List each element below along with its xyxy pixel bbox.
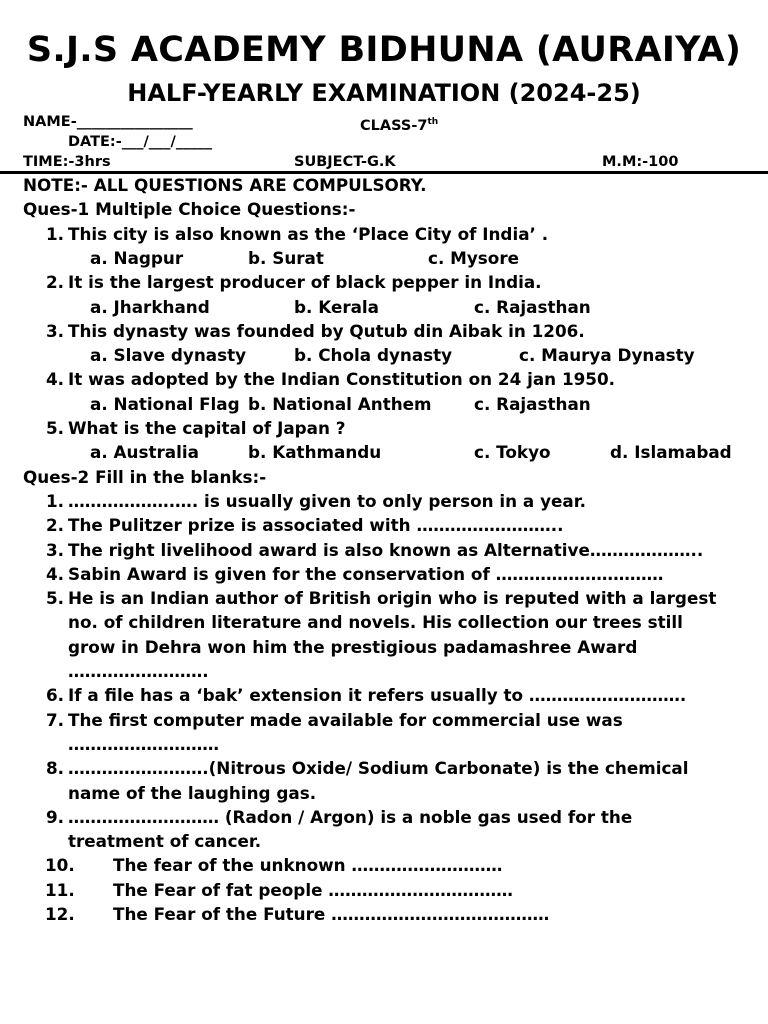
- question-text-line: The fear of the unknown ………………………: [113, 855, 503, 876]
- question-number: 6.: [45, 685, 64, 706]
- answer-option: b. Kerala: [294, 296, 379, 317]
- name-field: NAME-________________: [23, 114, 193, 130]
- question-number: 10.: [45, 855, 75, 876]
- question-text: What is the capital of Japan ?: [68, 418, 346, 438]
- answer-option: b. Chola dynasty: [294, 345, 453, 366]
- answer-option: b. National Anthem: [248, 393, 432, 414]
- instructions-note: NOTE:- ALL QUESTIONS ARE COMPULSORY.: [23, 175, 427, 195]
- question-number: 4.: [45, 563, 64, 584]
- question-number: 12.: [45, 904, 75, 924]
- question-text-line: …………………….(Nitrous Oxide/ Sodium Carbonate) is the chemical: [68, 758, 689, 779]
- question-text-line: The first computer made available for commercial use was: [68, 709, 623, 730]
- question-number: 9.: [45, 806, 64, 827]
- question-number: 7.: [45, 709, 64, 730]
- answer-option: b. Kathmandu: [248, 442, 382, 463]
- answer-option: b. Surat: [248, 247, 324, 268]
- question-text-line: If a file has a ‘bak’ extension it refers usually to ……………………….: [68, 685, 687, 706]
- question-text-line: He is an Indian author of British origin who is reputed with a largest: [68, 588, 717, 609]
- question-number: 5.: [45, 418, 64, 438]
- question-text-line: ……………….…. is usually given to only person in a year.: [68, 490, 586, 511]
- question-number: 1.: [45, 490, 64, 511]
- date-field: DATE:-___/___/_____: [68, 134, 213, 150]
- question-text-line: The Fear of the Future …………………………………: [113, 904, 550, 924]
- question-text-line: Sabin Award is given for the conservation of …………………………: [68, 563, 664, 584]
- question-number: 4.: [45, 369, 64, 390]
- subject-field: SUBJECT-G.K: [294, 154, 396, 170]
- answer-option: a. Jharkhand: [90, 296, 210, 317]
- question-number: 2.: [45, 272, 64, 293]
- question-number: 1.: [45, 223, 64, 244]
- question-text: This dynasty was founded by Qutub din Aibak in 1206.: [68, 320, 585, 341]
- answer-option: c. Rajasthan: [474, 393, 591, 414]
- question-text: This city is also known as the ‘Place City of India’ .: [68, 223, 549, 244]
- section-heading-fill-blanks: Ques-2 Fill in the blanks:-: [23, 466, 267, 487]
- answer-option: c. Rajasthan: [474, 296, 591, 317]
- class-label: CLASS-7: [360, 118, 428, 134]
- question-text-line: ………………………: [68, 733, 220, 754]
- answer-option: a. Nagpur: [90, 247, 184, 268]
- question-number: 2.: [45, 515, 64, 536]
- question-text-line: The right livelihood award is also known as Alternative………………..: [68, 539, 704, 560]
- class-field: [360, 113, 438, 135]
- class-superscript: th: [427, 117, 439, 127]
- question-text-line: treatment of cancer.: [68, 831, 262, 852]
- question-text-line: The Pulitzer prize is associated with ……………………..: [68, 515, 564, 536]
- answer-option: c. Maurya Dynasty: [519, 345, 695, 366]
- question-text-line: ……………………… (Radon / Argon) is a noble gas used for the: [68, 806, 633, 827]
- exam-title: HALF-YEARLY EXAMINATION (2024-25): [127, 79, 641, 107]
- answer-option: a. Australia: [90, 442, 199, 463]
- question-text-line: …………………….: [68, 661, 209, 681]
- question-text-line: no. of children literature and novels. His collection our trees still: [68, 612, 683, 633]
- question-text-line: grow in Dehra won him the prestigious padamashree Award: [68, 636, 638, 657]
- answer-option: c. Mysore: [428, 247, 519, 268]
- answer-option: a. National Flag: [90, 393, 240, 414]
- question-text-line: name of the laughing gas.: [68, 782, 317, 803]
- answer-option: d. Islamabad: [610, 442, 732, 463]
- question-text-line: The Fear of fat people ……………………………: [113, 879, 513, 900]
- question-text: It is the largest producer of black pepper in India.: [68, 272, 542, 293]
- question-number: 5.: [45, 588, 64, 609]
- question-number: 3.: [45, 539, 64, 560]
- question-text: It was adopted by the Indian Constitution on 24 jan 1950.: [68, 369, 616, 390]
- question-number: 3.: [45, 320, 64, 341]
- question-number: 8.: [45, 758, 64, 779]
- time-field: TIME:-3hrs: [23, 154, 111, 170]
- max-marks-field: M.M:-100: [602, 154, 679, 170]
- answer-option: a. Slave dynasty: [90, 345, 247, 366]
- section-heading-mcq: Ques-1 Multiple Choice Questions:-: [23, 199, 356, 220]
- answer-option: c. Tokyo: [474, 442, 551, 463]
- question-number: 11.: [45, 879, 75, 900]
- school-name: S.J.S ACADEMY BIDHUNA (AURAIYA): [26, 30, 742, 70]
